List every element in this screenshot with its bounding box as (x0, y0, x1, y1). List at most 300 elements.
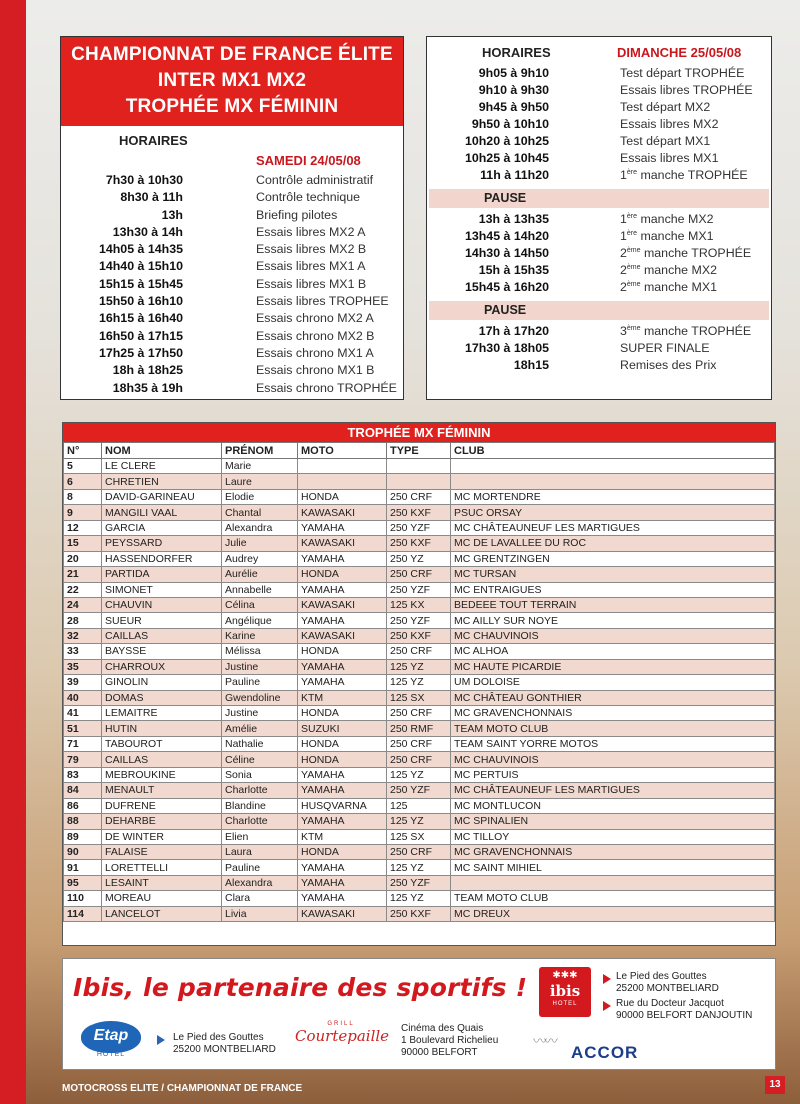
rider-type: 125 YZ (387, 891, 451, 906)
rider-type: 125 SX (387, 690, 451, 705)
rider-number: 12 (64, 520, 102, 535)
schedule-event (620, 324, 751, 338)
table-row (64, 767, 775, 782)
round-ordinal-suffix: ème (626, 324, 641, 332)
ibis-stars-icon: ✱✱✱ (552, 970, 578, 981)
rider-type: 250 YZF (387, 582, 451, 597)
event-title (61, 37, 403, 126)
rider-club (451, 474, 775, 489)
rider-club: MC SPINALIEN (451, 814, 775, 829)
rider-number: 86 (64, 798, 102, 813)
rider-club: TEAM MOTO CLUB (451, 891, 775, 906)
rider-number: 71 (64, 736, 102, 751)
saturday-schedule-row (61, 294, 403, 311)
rider-number: 51 (64, 721, 102, 736)
rider-nom: DUFRENE (102, 798, 222, 813)
rider-prenom: Elien (222, 829, 298, 844)
rider-prenom: Charlotte (222, 814, 298, 829)
saturday-schedule-row (61, 208, 403, 225)
schedule-time: 9h05 à 9h10 (478, 66, 549, 80)
saturday-schedule-row (61, 259, 403, 276)
rider-club: MC HAUTE PICARDIE (451, 659, 775, 674)
table-row (64, 459, 775, 474)
accor-name: ACCOR (571, 1043, 639, 1062)
rider-moto (298, 459, 387, 474)
rider-type: 250 RMF (387, 721, 451, 736)
courtepaille-address-line-1: Cinéma des Quais (401, 1023, 484, 1034)
table-row (64, 489, 775, 504)
schedule-time: 16h50 à 17h15 (98, 328, 183, 343)
round-label: manche MX2 (637, 212, 714, 226)
table-row (64, 567, 775, 582)
table-row (64, 536, 775, 551)
rider-nom: TABOUROT (102, 736, 222, 751)
rider-nom: CHARROUX (102, 659, 222, 674)
sunday-schedule-row (427, 341, 771, 358)
rider-number: 84 (64, 783, 102, 798)
saturday-schedule-row (61, 346, 403, 363)
schedule-event: Essais libres MX2 B (256, 242, 367, 257)
table-row (64, 814, 775, 829)
rider-number: 83 (64, 767, 102, 782)
rider-club: BEDEEE TOUT TERRAIN (451, 597, 775, 612)
etap-address-line-2: 25200 MONTBELIARD (173, 1044, 276, 1055)
rider-moto: YAMAHA (298, 659, 387, 674)
sunday-schedule-row (427, 212, 771, 229)
schedule-event (620, 263, 717, 277)
rider-club: MC PERTUIS (451, 767, 775, 782)
col-header-moto: MOTO (298, 443, 387, 459)
rider-type: 250 KXF (387, 628, 451, 643)
partner-slogan: Ibis, le partenaire des sportifs ! (73, 973, 528, 1002)
arrow-icon (603, 1001, 611, 1011)
table-row (64, 613, 775, 628)
schedule-event (620, 280, 717, 294)
table-row (64, 474, 775, 489)
rider-prenom: Clara (222, 891, 298, 906)
arrow-icon (157, 1035, 165, 1045)
courtepaille-grill: GRILL (327, 1021, 355, 1027)
courtepaille-address (401, 1023, 498, 1059)
table-row (64, 644, 775, 659)
rider-club: UM DOLOISE (451, 675, 775, 690)
schedule-event (620, 168, 748, 182)
table-row (64, 659, 775, 674)
etap-hotel-logo (81, 1021, 141, 1063)
rider-type: 125 YZ (387, 767, 451, 782)
schedule-time: 17h25 à 17h50 (98, 345, 183, 360)
round-ordinal-suffix: ème (626, 263, 641, 271)
sunday-schedule-box (426, 36, 772, 400)
round-ordinal: 2 (620, 246, 627, 260)
pause-band: PAUSE (429, 301, 769, 320)
rider-moto: KAWASAKI (298, 628, 387, 643)
rider-number: 88 (64, 814, 102, 829)
rider-moto: SUZUKI (298, 721, 387, 736)
sunday-date: DIMANCHE 25/05/08 (617, 45, 742, 60)
schedule-time: 9h45 à 9h50 (478, 100, 549, 114)
rider-number: 114 (64, 906, 102, 921)
rider-prenom: Audrey (222, 551, 298, 566)
rider-type (387, 459, 451, 474)
rider-prenom: Mélissa (222, 644, 298, 659)
saturday-schedule-row (61, 173, 403, 190)
schedule-event (620, 229, 713, 243)
table-row (64, 906, 775, 921)
rider-club: MC GRENTZINGEN (451, 551, 775, 566)
round-ordinal: 1 (620, 168, 627, 182)
rider-type: 250 CRF (387, 644, 451, 659)
rider-nom: DEHARBE (102, 814, 222, 829)
rider-type: 125 SX (387, 829, 451, 844)
rider-type: 125 YZ (387, 860, 451, 875)
schedule-time: 17h30 à 18h05 (464, 341, 549, 355)
rider-moto: HONDA (298, 844, 387, 859)
table-row (64, 706, 775, 721)
table-row (64, 690, 775, 705)
saturday-schedule-row (61, 277, 403, 294)
rider-nom: LEMAITRE (102, 706, 222, 721)
rider-prenom: Alexandra (222, 520, 298, 535)
round-label: manche TROPHÉE (637, 168, 748, 182)
ibis-address-2 (616, 998, 752, 1022)
schedule-time: 17h à 17h20 (478, 324, 549, 338)
rider-nom: CHRETIEN (102, 474, 222, 489)
table-row (64, 752, 775, 767)
round-ordinal: 1 (620, 212, 627, 226)
sunday-schedule-row (427, 66, 771, 83)
rider-number: 79 (64, 752, 102, 767)
event-title-line-2: INTER MX1 MX2 (157, 70, 307, 91)
schedule-event: Essais libres MX2 (620, 117, 719, 131)
rider-nom: BAYSSE (102, 644, 222, 659)
rider-nom: MOREAU (102, 891, 222, 906)
rider-nom: DE WINTER (102, 829, 222, 844)
schedule-time: 18h35 à 19h (112, 380, 183, 395)
round-ordinal: 2 (620, 280, 627, 294)
rider-club: MC DE LAVALLEE DU ROC (451, 536, 775, 551)
rider-club (451, 459, 775, 474)
rider-nom: DAVID-GARINEAU (102, 489, 222, 504)
rider-prenom: Amélie (222, 721, 298, 736)
schedule-event: Essais chrono MX2 B (256, 328, 375, 343)
ibis-address-1-line-1: Le Pied des Gouttes (616, 971, 707, 982)
rider-nom: PARTIDA (102, 567, 222, 582)
schedule-event: Essais libres MX2 A (256, 224, 366, 239)
rider-prenom: Nathalie (222, 736, 298, 751)
rider-moto: YAMAHA (298, 551, 387, 566)
rider-prenom: Laure (222, 474, 298, 489)
rider-moto: HONDA (298, 736, 387, 751)
rider-nom: MENAULT (102, 783, 222, 798)
partner-banner (62, 958, 776, 1070)
schedule-event: Test départ MX2 (620, 100, 711, 114)
schedule-event: Test départ TROPHÉE (620, 66, 745, 80)
schedule-event (620, 246, 751, 260)
schedule-time: 9h50 à 10h10 (471, 117, 549, 131)
table-row (64, 829, 775, 844)
rider-club: MC ENTRAIGUES (451, 582, 775, 597)
rider-nom: LORETTELLI (102, 860, 222, 875)
schedule-time: 14h40 à 15h10 (98, 259, 183, 274)
schedule-event: Essais chrono MX1 B (256, 363, 375, 378)
table-row (64, 520, 775, 535)
rider-type: 250 CRF (387, 567, 451, 582)
schedule-event: Essais chrono MX2 A (256, 311, 374, 326)
saturday-schedule-row (61, 311, 403, 328)
table-row (64, 582, 775, 597)
schedule-event: Essais chrono TROPHÉE (256, 380, 397, 395)
rider-club: TEAM SAINT YORRE MOTOS (451, 736, 775, 751)
rider-type (387, 474, 451, 489)
schedule-time: 13h (161, 207, 183, 222)
round-ordinal: 3 (620, 324, 627, 338)
rider-number: 9 (64, 505, 102, 520)
rider-number: 20 (64, 551, 102, 566)
rider-moto: KAWASAKI (298, 505, 387, 520)
round-ordinal-suffix: ème (626, 280, 641, 288)
rider-prenom: Annabelle (222, 582, 298, 597)
table-row (64, 505, 775, 520)
rider-moto: YAMAHA (298, 891, 387, 906)
schedule-event: Essais libres MX1 A (256, 259, 366, 274)
rider-number: 90 (64, 844, 102, 859)
etap-logo-hotel: HOTEL (96, 1051, 126, 1058)
schedule-time: 13h à 13h35 (478, 212, 549, 226)
rider-type: 250 CRF (387, 736, 451, 751)
rider-moto: YAMAHA (298, 613, 387, 628)
rider-type: 125 (387, 798, 451, 813)
rider-nom: SIMONET (102, 582, 222, 597)
rider-nom: MANGILI VAAL (102, 505, 222, 520)
ibis-logo (539, 967, 591, 1017)
rider-moto (298, 474, 387, 489)
ibis-address-1 (616, 971, 719, 995)
rider-prenom: Laura (222, 844, 298, 859)
rider-nom: HUTIN (102, 721, 222, 736)
rider-number: 5 (64, 459, 102, 474)
rider-nom: FALAISE (102, 844, 222, 859)
table-title: TROPHÉE MX FÉMININ (63, 423, 775, 442)
rider-number: 15 (64, 536, 102, 551)
rider-type: 250 CRF (387, 844, 451, 859)
rider-prenom: Justine (222, 706, 298, 721)
schedule-event (620, 212, 713, 226)
rider-nom: CHAUVIN (102, 597, 222, 612)
schedule-event: Essais libres MX1 B (256, 276, 367, 291)
event-title-line-3: TROPHÉE MX FÉMININ (125, 96, 339, 117)
rider-moto: YAMAHA (298, 520, 387, 535)
rider-moto: KAWASAKI (298, 906, 387, 921)
rider-club: MC TILLOY (451, 829, 775, 844)
rider-prenom: Pauline (222, 860, 298, 875)
arrow-icon (603, 974, 611, 984)
riders-table-panel (62, 422, 776, 946)
rider-prenom: Aurélie (222, 567, 298, 582)
round-ordinal: 1 (620, 229, 627, 243)
rider-prenom: Célina (222, 597, 298, 612)
rider-number: 35 (64, 659, 102, 674)
table-row (64, 844, 775, 859)
rider-number: 21 (64, 567, 102, 582)
rider-type: 250 KXF (387, 536, 451, 551)
rider-number: 8 (64, 489, 102, 504)
schedule-time: 13h30 à 14h (112, 224, 183, 239)
schedule-time: 15h15 à 15h45 (98, 276, 183, 291)
rider-number: 32 (64, 628, 102, 643)
round-ordinal-suffix: ère (626, 212, 638, 220)
saturday-schedule-row (61, 363, 403, 380)
sunday-schedule-row (427, 324, 771, 341)
rider-number: 110 (64, 891, 102, 906)
courtepaille-name: Courtepaille (295, 1027, 390, 1045)
rider-club: MC MONTLUCON (451, 798, 775, 813)
schedule-event: Essais libres TROPHÉE (620, 83, 753, 97)
saturday-schedule-row (61, 329, 403, 346)
rider-moto: YAMAHA (298, 860, 387, 875)
schedule-time: 14h05 à 14h35 (98, 242, 183, 257)
schedule-time: 7h30 à 10h30 (105, 173, 183, 187)
rider-number: 41 (64, 706, 102, 721)
rider-club: TEAM MOTO CLUB (451, 721, 775, 736)
rider-moto: HONDA (298, 489, 387, 504)
rider-nom: LESAINT (102, 875, 222, 890)
rider-club (451, 875, 775, 890)
ibis-address-2-line-1: Rue du Docteur Jacquot (616, 998, 724, 1009)
rider-type: 250 CRF (387, 752, 451, 767)
saturday-schedule-row (61, 225, 403, 242)
etap-address-line-1: Le Pied des Gouttes (173, 1032, 264, 1043)
pause-band: PAUSE (429, 189, 769, 208)
saturday-horaires-label: HORAIRES (119, 133, 188, 148)
table-header-row (64, 443, 775, 459)
rider-type: 250 CRF (387, 489, 451, 504)
round-ordinal: 2 (620, 263, 627, 277)
rider-number: 95 (64, 875, 102, 890)
courtepaille-logo (295, 1021, 390, 1045)
schedule-time: 16h15 à 16h40 (98, 311, 183, 326)
rider-moto: HONDA (298, 644, 387, 659)
rider-club: MC CHAUVINOIS (451, 628, 775, 643)
rider-type: 125 YZ (387, 675, 451, 690)
rider-prenom: Gwendoline (222, 690, 298, 705)
rider-prenom: Angélique (222, 613, 298, 628)
rider-type: 125 KX (387, 597, 451, 612)
sunday-horaires-label: HORAIRES (482, 45, 551, 60)
rider-type: 125 YZ (387, 659, 451, 674)
schedule-event: Essais libres TROPHEE (256, 294, 389, 309)
riders-table (63, 442, 775, 922)
table-row (64, 891, 775, 906)
schedule-event: Essais chrono MX1 A (256, 345, 374, 360)
rider-moto: KAWASAKI (298, 536, 387, 551)
page-number: 13 (765, 1076, 785, 1094)
left-red-strip (0, 0, 26, 1104)
rider-club: MC GRAVENCHONNAIS (451, 844, 775, 859)
schedule-time: 10h20 à 10h25 (464, 134, 549, 148)
rider-moto: HUSQVARNA (298, 798, 387, 813)
saturday-schedule-list (61, 173, 403, 398)
sunday-schedule-row (427, 229, 771, 246)
rider-club: PSUC ORSAY (451, 505, 775, 520)
rider-type: 250 YZF (387, 875, 451, 890)
saturday-schedule-box (60, 36, 404, 400)
rider-prenom: Julie (222, 536, 298, 551)
schedule-time: 15h à 15h35 (478, 263, 549, 277)
rider-prenom: Charlotte (222, 783, 298, 798)
round-ordinal-suffix: ème (626, 246, 641, 254)
rider-club: MC GRAVENCHONNAIS (451, 706, 775, 721)
rider-moto: HONDA (298, 752, 387, 767)
schedule-time: 15h45 à 16h20 (464, 280, 549, 294)
accor-birds-icon: 〰〰 (533, 1033, 555, 1049)
col-header-prenom: PRÉNOM (222, 443, 298, 459)
rider-club: MC SAINT MIHIEL (451, 860, 775, 875)
table-row (64, 721, 775, 736)
table-row (64, 783, 775, 798)
col-header-club: CLUB (451, 443, 775, 459)
schedule-time: 18h à 18h25 (112, 363, 183, 378)
table-row (64, 860, 775, 875)
rider-number: 22 (64, 582, 102, 597)
rider-club: MC TURSAN (451, 567, 775, 582)
schedule-time: 9h10 à 9h30 (478, 83, 549, 97)
col-header-number: N° (64, 443, 102, 459)
rider-prenom: Livia (222, 906, 298, 921)
rider-prenom: Justine (222, 659, 298, 674)
rider-type: 250 YZF (387, 520, 451, 535)
sunday-schedule-row (427, 358, 771, 375)
rider-moto: HONDA (298, 567, 387, 582)
sunday-schedule-row (427, 246, 771, 263)
rider-moto: YAMAHA (298, 875, 387, 890)
rider-number: 33 (64, 644, 102, 659)
schedule-event: Remises des Prix (620, 358, 717, 372)
rider-moto: YAMAHA (298, 582, 387, 597)
rider-number: 39 (64, 675, 102, 690)
etap-address (173, 1032, 276, 1056)
rider-type: 250 YZF (387, 783, 451, 798)
rider-nom: HASSENDORFER (102, 551, 222, 566)
rider-moto: YAMAHA (298, 783, 387, 798)
rider-moto: KTM (298, 829, 387, 844)
round-ordinal-suffix: ère (626, 168, 638, 176)
rider-moto: KAWASAKI (298, 597, 387, 612)
table-row (64, 628, 775, 643)
rider-prenom: Karine (222, 628, 298, 643)
round-label: manche TROPHÉE (640, 246, 752, 260)
sunday-schedule-row (427, 263, 771, 280)
rider-prenom: Pauline (222, 675, 298, 690)
rider-prenom: Marie (222, 459, 298, 474)
ibis-address-1-line-2: 25200 MONTBELIARD (616, 983, 719, 994)
sunday-schedule-row (427, 117, 771, 134)
rider-type: 250 CRF (387, 706, 451, 721)
rider-club: MC CHÂTEAUNEUF LES MARTIGUES (451, 520, 775, 535)
ibis-logo-hotel: HOTEL (552, 1001, 578, 1007)
rider-moto: KTM (298, 690, 387, 705)
footer-publication: MOTOCROSS ELITE / CHAMPIONNAT DE FRANCE (62, 1083, 303, 1094)
rider-type: 250 YZF (387, 613, 451, 628)
sunday-schedule-row (427, 100, 771, 117)
ibis-address-2-line-2: 90000 BELFORT DANJOUTIN (616, 1010, 753, 1021)
saturday-schedule-row (61, 190, 403, 207)
sunday-schedule-row (427, 151, 771, 168)
round-ordinal-suffix: ère (626, 229, 638, 237)
event-title-line-1: CHAMPIONNAT DE FRANCE ÉLITE (71, 44, 393, 65)
saturday-schedule-row (61, 242, 403, 259)
rider-nom: MEBROUKINE (102, 767, 222, 782)
